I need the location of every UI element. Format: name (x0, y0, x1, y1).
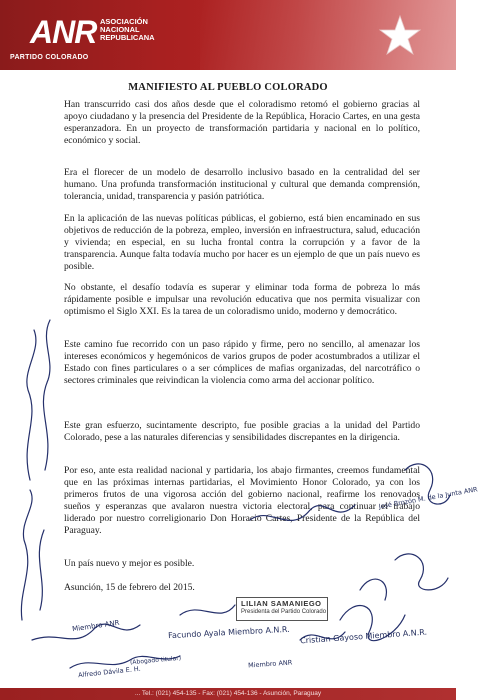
letterhead (0, 0, 456, 70)
logo-subtitle (100, 18, 155, 42)
stamp-role: Presidenta del Partido Colorado (241, 609, 327, 615)
signature-member-2: Miembro ANR (247, 658, 293, 670)
president-stamp (236, 597, 328, 621)
party-name: PARTIDO COLORADO (10, 54, 89, 61)
paragraph-4: No obstante, el desafío todavía es superar y eliminar toda forma de pobreza lo más rápidamente posible e impulsar una revolución educativa que nos permita visualizar con optimismo el Siglo XXI. Es la tarea de un coloradismo unido, moderno y democrático. (64, 282, 420, 317)
paragraph-6: Este gran esfuerzo, sucintamente descripto, fue posible gracias a la unidad del Partido Colorado, pese a las naturales diferencias y sensibilidades discrepantes en la dirigencia. (64, 420, 420, 443)
signature-left-1 (27, 330, 36, 480)
paragraph-1: Han transcurrido casi dos años desde que el coloradismo retomó el gobierno gracias al apoyo ciudadano y la presencia del Presidente de la República, Horacio Cartes, en una gesta esperanzadora. En un proyecto de transformación partidaria y nacional en lo político, económico y social. (64, 99, 420, 146)
letterhead-footer: ... Tel.: (021) 454-135 - Fax: (021) 454-136 - Asunción, Paraguay (0, 688, 456, 700)
paragraph-7: Por eso, ante esta realidad nacional y partidaria, los abajo firmantes, creemos fundamental que en las próximas internas partidarias, el Movimiento Honor Colorado, ya con los primeros frutos de una vigorosa acción del gobierno nacional, reafirme los renovados sueños y esperanzas que avalaron nuestra victoria electoral, para continuar el trabajo liderado por nuestro correligionario Don Horacio Cartes, Presidente de la República del Paraguay. (64, 465, 420, 536)
closing-line: Un país nuevo y mejor es posible. (64, 558, 195, 569)
logo-subtitle-line-2: NACIONAL (100, 25, 140, 34)
anr-logo: ANR (30, 14, 97, 50)
document-title: MANIFIESTO AL PUEBLO COLORADO (128, 82, 328, 93)
logo-subtitle-line-3: REPUBLICANA (100, 33, 155, 42)
paragraph-5: Este camino fue recorrido con un paso rápido y firme, pero no sencillo, al amenazar los intereses económicos y hegemónicos de varios grupos de poder acostumbrados a utilizar el Estado con fines particulares o a ser cómplices de mafias organizadas, del narcotráfico o sectores criminales que reivindican la violencia como arma del accionar político. (64, 339, 420, 386)
paragraph-2: Era el florecer de un modelo de desarrollo inclusivo basado en la centralidad del ser humano. Una profunda transformación institucional y cultural que demanda comprensión, tolerancia, unidad, transparencia y pasión patriótica. (64, 167, 420, 202)
signature-cristian: Cristian Gayoso Miembro A.N.R. (299, 627, 428, 646)
signature-alfredo: Alfredo Dávila E. H. (77, 664, 142, 680)
stamp-name: LILIAN SAMANIEGO (241, 599, 322, 608)
signature-left-3 (21, 490, 32, 620)
signature-lawyer: (Abogado titular) (129, 654, 182, 667)
date-line: Asunción, 15 de febrero del 2015. (64, 582, 195, 593)
paragraph-3: En la aplicación de las nuevas políticas públicas, el gobierno, está bien encaminado en sus objetivos de reducción de la pobreza, empleo, inversión en infraestructura, salud, educación y vivienda; en especial, en su lucha frontal contra la corrupción y a favor de la transparencia. Aunque falta todavía mucho por hacer es un ejemplo de que un país nuevo es posible. (64, 213, 420, 272)
signature-member-1: Miembro ANR (71, 618, 121, 634)
signature-left-4 (39, 530, 44, 610)
signature-facundo: Facundo Ayala Miembro A.N.R. (167, 624, 290, 641)
signature-right-3 (395, 554, 448, 590)
signature-right-4 (360, 579, 386, 600)
signature-left-2 (43, 320, 50, 470)
star-icon (378, 14, 422, 56)
signature-jose: José Brozón M. de la Junta ANR (378, 485, 478, 511)
signature-bottom-center (180, 605, 235, 615)
logo-subtitle-line-1: ASOCIACIÓN (100, 17, 148, 26)
